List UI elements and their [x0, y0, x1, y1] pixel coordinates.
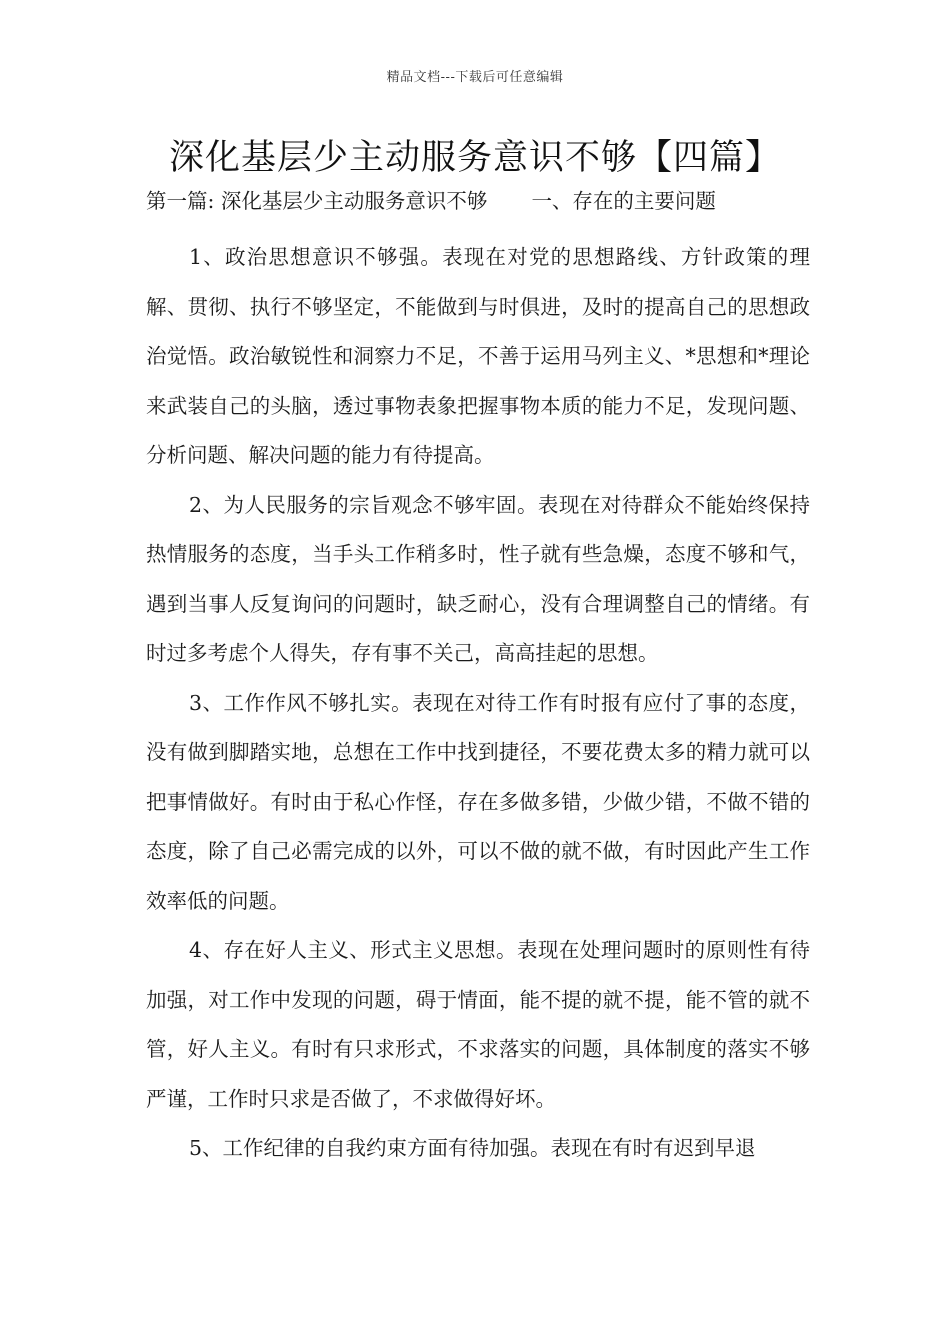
header-watermark-text: 精品文档---下载后可任意编辑	[386, 70, 564, 85]
document-body	[146, 233, 810, 1174]
paragraph-2: 2、为人民服务的宗旨观念不够牢固。表现在对待群众不能始终保持热情服务的态度，当手头工作稍多时，性子就有些急燥，态度不够和气，遇到当事人反复询问的问题时，缺乏耐心，没有合理调整自己的情绪。有时过多考虑个人得失，存有事不关己，高高挂起的思想。	[146, 492, 810, 665]
page-header	[0, 66, 950, 85]
subtitle-line	[146, 187, 846, 215]
subtitle-part-1: 第一篇: 深化基层少主动服务意识不够	[146, 189, 488, 213]
paragraph-3: 3、工作作风不够扎实。表现在对待工作有时报有应付了事的态度，没有做到脚踏实地，总想在工作中找到捷径，不要花费太多的精力就可以把事情做好。有时由于私心作怪，存在多做多错，少做少错，不做不错的态度，除了自己必需完成的以外，可以不做的就不做，有时因此产生工作效率低的问题。	[146, 690, 810, 913]
document-title: 深化基层少主动服务意识不够【四篇】	[168, 138, 781, 178]
paragraph-5: 5、工作纪律的自我约束方面有待加强。表现在有时有迟到早退	[189, 1136, 756, 1160]
subtitle-part-2: 一、存在的主要问题	[531, 189, 716, 213]
paragraph-1: 1、政治思想意识不够强。表现在对党的思想路线、方针政策的理解、贯彻、执行不够坚定，不能做到与时俱进，及时的提高自己的思想政治觉悟。政治敏锐性和洞察力不足，不善于运用马列主义、*思想和*理论来武装自己的头脑，透过事物表象把握事物本质的能力不足，发现问题、分析问题、解决问题的能力有待提高。	[146, 245, 810, 467]
paragraph-4: 4、存在好人主义、形式主义思想。表现在处理问题时的原则性有待加强，对工作中发现的问题，碍于情面，能不提的就不提，能不管的就不管，好人主义。有时有只求形式，不求落实的问题，具体制度的落实不够严谨，工作时只求是否做了，不求做得好坏。	[146, 938, 810, 1111]
